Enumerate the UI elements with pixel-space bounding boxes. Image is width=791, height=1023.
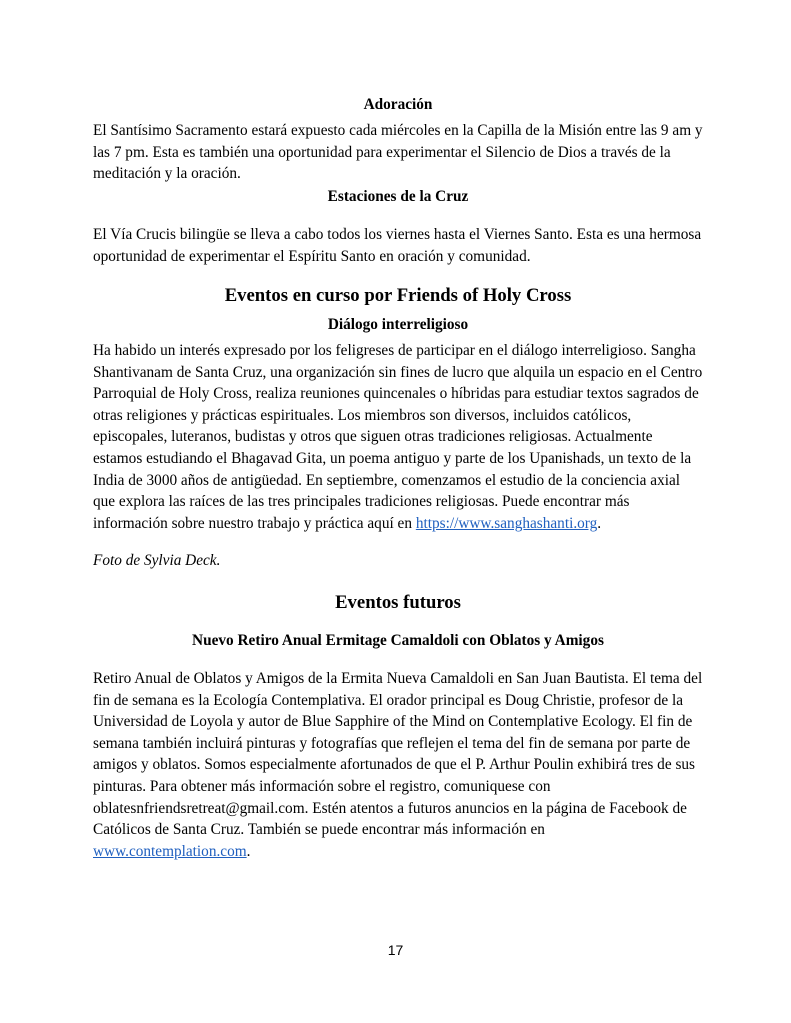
estaciones-body: El Vía Crucis bilingüe se lleva a cabo todos los viernes hasta el Viernes Santo. Esta es una hermosa oportunidad de experimentar el Espíritu Santo en oración y comunidad. — [93, 226, 702, 265]
retiro-body-text: Retiro Anual de Oblatos y Amigos de la Ermita Nueva Camaldoli en San Juan Bautista. El tema del fin de semana es la Ecología Contemplativa. El orador principal es Doug Christie, profesor de la Universidad de Loyola y autor de Blue Sapphire of the Mind on Contemplative Ecology. El fin de semana también incluirá pinturas y fotografías que reflejen el tema del fin de semana por parte de amigos y oblatos. Somos especialmente afortunados de que el P. Arthur Poulin exhibirá tres de sus pinturas. Para obtener más información sobre el registro, comuniquese con oblatesnfriendsretreat@gmail.com. Estén atentos a futuros anuncios en la página de Facebook de Católicos de Santa Cruz. También se puede encontrar más información en — [93, 670, 703, 839]
dialogo-body — [93, 340, 703, 534]
eventos-curso-heading: Eventos en curso por Friends of Holy Cross — [224, 285, 572, 306]
retiro-subheading: Nuevo Retiro Anual Ermitage Camaldoli con Oblatos y Amigos — [192, 632, 604, 649]
adoracion-body: El Santísimo Sacramento estará expuesto cada miércoles en la Capilla de la Misión entre las 9 am y las 7 pm. Esta es también una oportunidad para experimentar el Silencio de Dios a través de la meditación y la oración. — [93, 122, 703, 183]
page-number: 17 — [387, 942, 404, 958]
dialogo-body-period: . — [597, 514, 602, 532]
eventos-futuros-heading: Eventos futuros — [335, 592, 461, 613]
retiro-body-period: . — [246, 842, 251, 860]
dialogo-subheading: Diálogo interreligioso — [327, 316, 469, 333]
photo-caption: Foto de Sylvia Deck. — [93, 552, 221, 569]
sanghashanti-link[interactable]: https://www.sanghashanti.org — [415, 514, 598, 532]
dialogo-body-text: Ha habido un interés expresado por los feligreses de participar en el diálogo interreligioso. Sangha Shantivanam de Santa Cruz, una organización sin fines de lucro que alquila un espacio en el Centro Parroquial de Holy Cross, realiza reuniones quincenales o híbridas para estudiar textos sagrados de otras religiones y prácticas espirituales. Los miembros son diversos, incluidos católicos, episcopales, luteranos, budistas y otros que siguen otras tradiciones religiosas. Actualmente estamos estudiando el Bhagavad Gita, un poema antiguo y parte de los Upanishads, un texto de la India de 3000 años de antigüedad. En septiembre, comenzamos el estudio de la conciencia axial que explora las raíces de las tres principales tradiciones religiosas. Puede encontrar más información sobre nuestro trabajo y práctica aquí en — [93, 342, 703, 532]
contemplation-link[interactable]: www.contemplation.com — [93, 842, 247, 860]
estaciones-heading: Estaciones de la Cruz — [327, 188, 469, 205]
retiro-body — [93, 668, 703, 862]
adoracion-heading: Adoración — [363, 96, 433, 113]
